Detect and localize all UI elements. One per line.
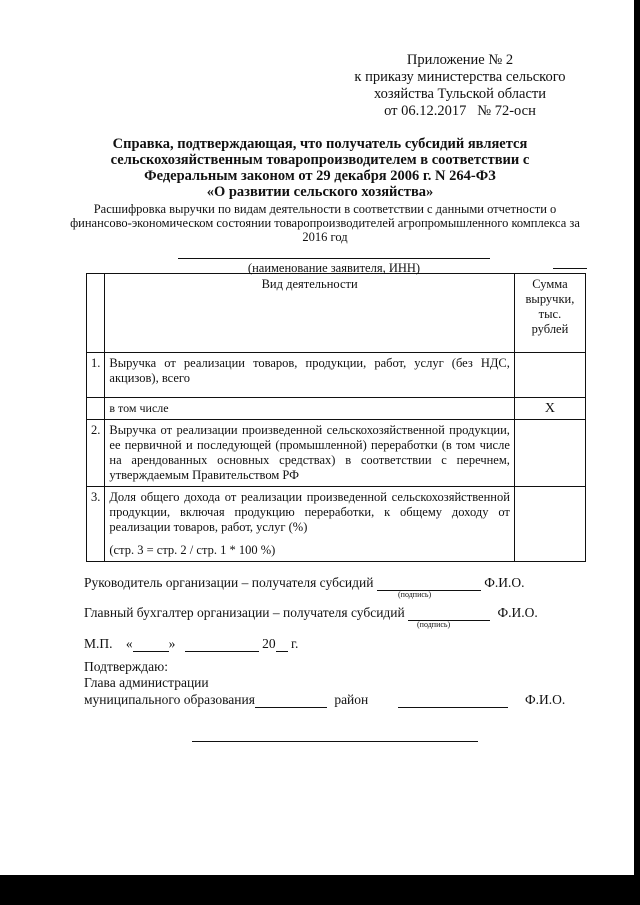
applicant-name-line[interactable]	[178, 258, 490, 259]
stamp-label: М.П.	[84, 636, 113, 651]
revenue-table	[86, 273, 586, 562]
accountant-signature-line	[84, 605, 538, 621]
annex-ministry: хозяйства Тульской области	[373, 86, 547, 102]
annex-block	[330, 52, 590, 120]
admin-signature-field[interactable]	[398, 707, 508, 708]
row-text: Доля общего дохода от реализации произведенной сельскохозяйственной продукции, включая продукцию переработки, к общему доходу от реализации товаров, работ, услуг (%)	[109, 490, 510, 534]
document-subtitle: Расшифровка выручки по видам деятельности в соответствии с данными отчетности о финансово-экономическом состоянии товаропроизводителей агропромышленного комплекса за 2016 год	[70, 202, 580, 244]
applicant-line-right	[553, 268, 587, 269]
scan-edge-right	[634, 0, 640, 905]
header-sum: Сумма выручки, тыс. рублей	[514, 274, 585, 353]
year-suffix: г.	[291, 636, 299, 651]
accountant-signature-caption: (подпись)	[417, 620, 451, 629]
confirm-label: Подтверждаю:	[84, 659, 168, 674]
head-signature-line	[84, 575, 525, 591]
table-row	[87, 487, 586, 562]
table-row	[87, 353, 586, 398]
row-sum[interactable]	[514, 487, 585, 562]
row-sum[interactable]	[514, 353, 585, 398]
annex-number: Приложение № 2	[406, 52, 514, 68]
head-fio: Ф.И.О.	[484, 575, 525, 590]
row-num: 2.	[87, 420, 105, 487]
head-label: Руководитель организации – получателя субсидий	[84, 575, 374, 590]
accountant-fio: Ф.И.О.	[497, 605, 538, 620]
date-year-field[interactable]	[276, 651, 288, 652]
row-text: в том числе	[105, 398, 515, 420]
municipal-name-field[interactable]	[255, 707, 327, 708]
row-formula: (стр. 3 = стр. 2 / стр. 1 * 100 %)	[109, 543, 276, 557]
title-line-2: сельскохозяйственным товаропроизводителем в соответствии с	[110, 152, 530, 168]
title-line-4: «О развитии сельского хозяйства»	[206, 184, 434, 200]
annex-date: от 06.12.2017 № 72-осн	[384, 103, 536, 119]
header-activity: Вид деятельности	[105, 274, 515, 353]
quote-open: «	[125, 636, 133, 651]
row-num: 3.	[87, 487, 105, 562]
row-sum[interactable]	[514, 420, 585, 487]
row-text: Выручка от реализации произведенной сельскохозяйственной продукции, ее первичной и последующей (промышленной) переработки (в том числе на арендованных основных средствах) в соответствии с перечнем, утверждаемым Правительством РФ	[105, 420, 515, 487]
title-line-1: Справка, подтверждающая, что получатель субсидий является	[112, 136, 528, 152]
district-label: район	[334, 692, 369, 707]
row-sum: X	[514, 398, 585, 420]
row-num	[87, 398, 105, 420]
scan-bottom-border	[0, 875, 640, 905]
quote-close: »	[168, 636, 176, 651]
date-month-field[interactable]	[185, 651, 259, 652]
title-line-3: Федеральным законом от 29 декабря 2006 г. N 264-ФЗ	[144, 168, 496, 184]
table-row	[87, 398, 586, 420]
admin-fio: Ф.И.О.	[525, 692, 566, 707]
applicant-caption: (наименование заявителя, ИНН)	[247, 261, 421, 275]
row-num: 1.	[87, 353, 105, 398]
date-day-field[interactable]	[133, 651, 169, 652]
municipal-label: муниципального образования	[84, 692, 255, 707]
footer-line	[192, 741, 478, 742]
header-num-cell	[87, 274, 105, 353]
stamp-date-line	[84, 636, 298, 652]
municipal-signature-line	[84, 692, 565, 708]
annex-order: к приказу министерства сельского	[354, 69, 566, 85]
head-signature-caption: (подпись)	[398, 590, 432, 599]
row-text-block	[105, 487, 515, 562]
admin-head-label: Глава администрации	[84, 675, 209, 690]
year-prefix: 20	[262, 636, 276, 651]
table-header-row	[87, 274, 586, 353]
row-text: Выручка от реализации товаров, продукции, работ, услуг (без НДС, акцизов), всего	[105, 353, 515, 398]
document-title	[60, 136, 580, 200]
table-row	[87, 420, 586, 487]
accountant-label: Главный бухгалтер организации – получателя субсидий	[84, 605, 405, 620]
